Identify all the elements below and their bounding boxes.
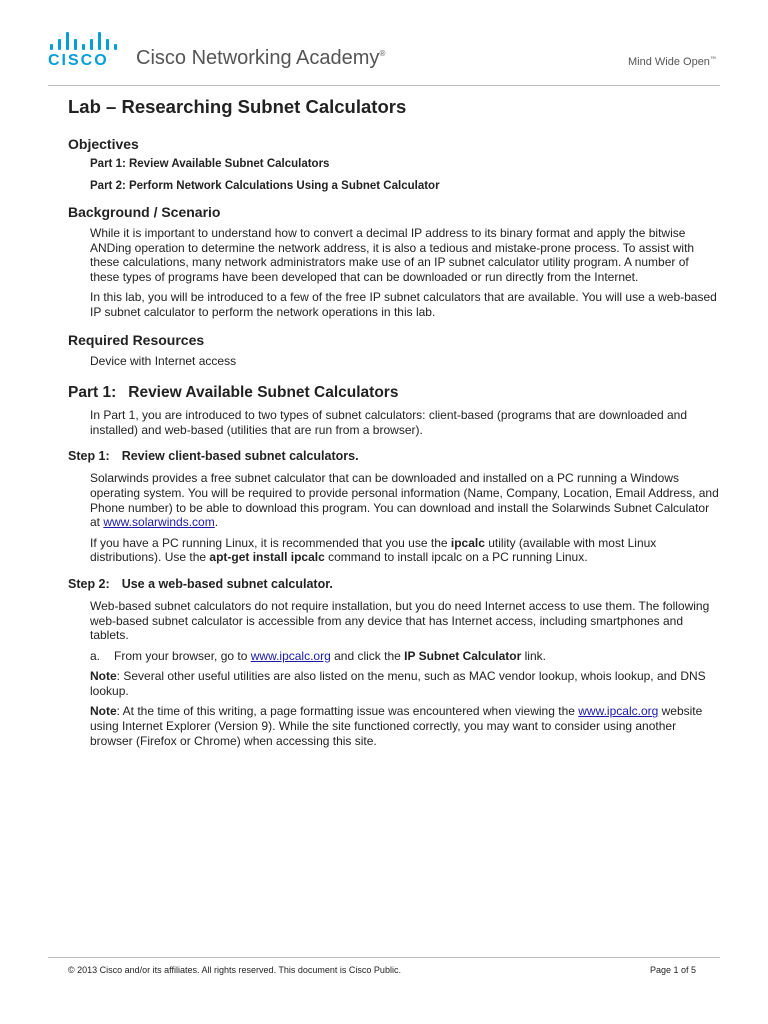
footer-divider: [48, 957, 720, 958]
note-paragraph: Note: At the time of this writing, a page formatting issue was encountered when viewing the www.ipcalc.org website using Internet Explorer (Version 9). While the site functioned correctly, you may want to consider using another browser (Firefox or Chrome) when accessing this site.: [90, 704, 703, 748]
background-heading: Background / Scenario: [68, 204, 221, 220]
resources-heading: Required Resources: [68, 331, 205, 348]
step2-paragraph: Web-based subnet calculators do not require installation, but you do need Internet access to use them. The following web-based subnet calculator is accessible from any device that has Internet access, including smartphones and tablets.: [90, 598, 710, 643]
objective-item: Part 2: Perform Network Calculations Using a Subnet Calculator: [90, 180, 440, 192]
step1-heading: Step 1: Review client-based subnet calculators.: [68, 449, 359, 464]
step2-item-a: a. From your browser, go to www.ipcalc.org and click the IP Subnet Calculator link.: [90, 648, 546, 663]
cisco-logo: [48, 30, 118, 74]
tagline: Mind Wide Open™: [628, 56, 716, 68]
ipcalc-link[interactable]: www.ipcalc.org: [578, 704, 659, 719]
step2-heading: Step 2: Use a web-based subnet calculator.: [68, 576, 333, 591]
document-title: Lab – Researching Subnet Calculators: [68, 96, 407, 117]
academy-name: Cisco Networking Academy®: [136, 47, 386, 69]
page-number: Page 1 of 5: [650, 965, 697, 975]
background-paragraph: While it is important to understand how to convert a decimal IP address to its binary format and apply the bitwise ANDing operation to determine the network address, it is also a tedious and mistake-prone process. To assist with these calculations, many network administrators make use of an IP subnet calculator utility program. A number of these types of programs have been developed that can be downloaded or run directly from the Internet.: [90, 226, 695, 284]
resources-text: Device with Internet access: [90, 353, 237, 368]
document-body: [68, 96, 720, 754]
cisco-wordmark: CISCO: [48, 52, 109, 69]
page-header: [0, 0, 768, 86]
solarwinds-link[interactable]: www.solarwinds.com: [103, 515, 215, 530]
part1-heading: Part 1: Review Available Subnet Calculators: [68, 384, 399, 402]
objective-item: Part 1: Review Available Subnet Calculators: [90, 158, 330, 170]
part1-intro: In Part 1, you are introduced to two types of subnet calculators: client-based (programs that are downloaded and installed) and web-based (utilities that are run from a browser).: [90, 408, 688, 437]
header-divider: [48, 85, 720, 86]
objectives-heading: Objectives: [68, 136, 139, 152]
note-paragraph: Note: Several other useful utilities are also listed on the menu, such as MAC vendor lookup, whois lookup, and DNS lookup.: [90, 669, 706, 698]
footer-copyright: © 2013 Cisco and/or its affiliates. All rights reserved. This document is Cisco Public.: [68, 965, 401, 975]
step1-paragraph: Solarwinds provides a free subnet calculator that can be downloaded and installed on a PC running a Windows operating system. You will be required to provide personal information (Name, Company, Location, Email Address, and Phone number) to be able to download this program. You can download and install the Solarwinds Subnet Calculator at www.solarwinds.com.: [90, 471, 719, 530]
ipcalc-link[interactable]: www.ipcalc.org: [250, 648, 331, 663]
step1-linux-paragraph: If you have a PC running Linux, it is recommended that you use the ipcalc utility (available with most Linux distributions). Use the apt-get install ipcalc command to install ipcalc on a PC running Linux.: [90, 535, 657, 565]
cisco-bars-icon: [50, 30, 114, 50]
background-paragraph: In this lab, you will be introduced to a few of the free IP subnet calculators that are available. You will use a web-based IP subnet calculator to perform the network operations in this lab.: [90, 290, 717, 319]
